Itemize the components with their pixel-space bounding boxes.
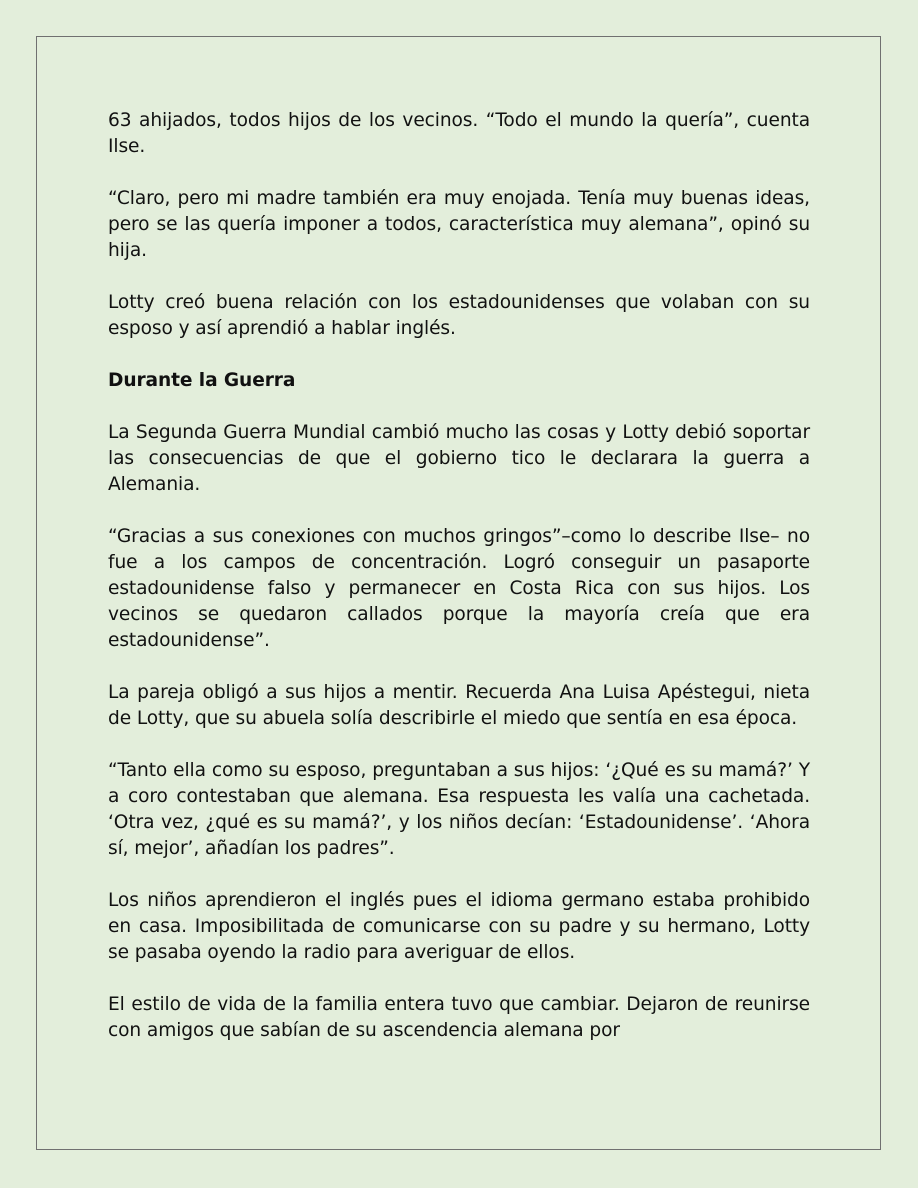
paragraph-lotty-relacion: Lotty creó buena relación con los estadounidenses que volaban con su esposo y así aprendió a hablar inglés.: [108, 292, 810, 339]
paragraph-ahijados: 63 ahijados, todos hijos de los vecinos. “Todo el mundo la quería”, cuenta Ilse.: [108, 110, 810, 157]
paragraph-ninos: Los niños aprendieron el inglés pues el idioma germano estaba prohibido en casa. Imposibilitada de comunicarse con su padre y su hermano, Lotty se pasaba oyendo la radio para averiguar de ellos.: [108, 890, 810, 963]
paragraph-claro: “Claro, pero mi madre también era muy enojada. Tenía muy buenas ideas, pero se las quería imponer a todos, característica muy alemana”, opinó su hija.: [108, 188, 810, 261]
document-body: [108, 108, 810, 1044]
paragraph-estilo: El estilo de vida de la familia entera tuvo que cambiar. Dejaron de reunirse con amigos que sabían de su ascendencia alemana por: [108, 994, 810, 1041]
paragraph-pareja: La pareja obligó a sus hijos a mentir. Recuerda Ana Luisa Apéstegui, nieta de Lotty, que su abuela solía describirle el miedo que sentía en esa época.: [108, 682, 810, 729]
paragraph-segunda-guerra: La Segunda Guerra Mundial cambió mucho las cosas y Lotty debió soportar las consecuencias de que el gobierno tico le declarara la guerra a Alemania.: [108, 422, 810, 495]
paragraph-tanto: “Tanto ella como su esposo, preguntaban a sus hijos: ‘¿Qué es su mamá?’ Y a coro contestaban que alemana. Esa respuesta les valía una cachetada. ‘Otra vez, ¿qué es su mamá?’, y los niños decían: ‘Estadounidense’. ‘Ahora sí, mejor’, añadían los padres”.: [108, 760, 810, 859]
section-heading: Durante la Guerra: [108, 370, 296, 391]
paragraph-gracias: “Gracias a sus conexiones con muchos gringos”–como lo describe Ilse– no fue a los campos de concentración. Logró conseguir un pasaporte estadounidense falso y permanecer en Costa Rica con sus hijos. Los vecinos se quedaron callados porque la mayoría creía que era estadounidense”.: [108, 526, 810, 651]
